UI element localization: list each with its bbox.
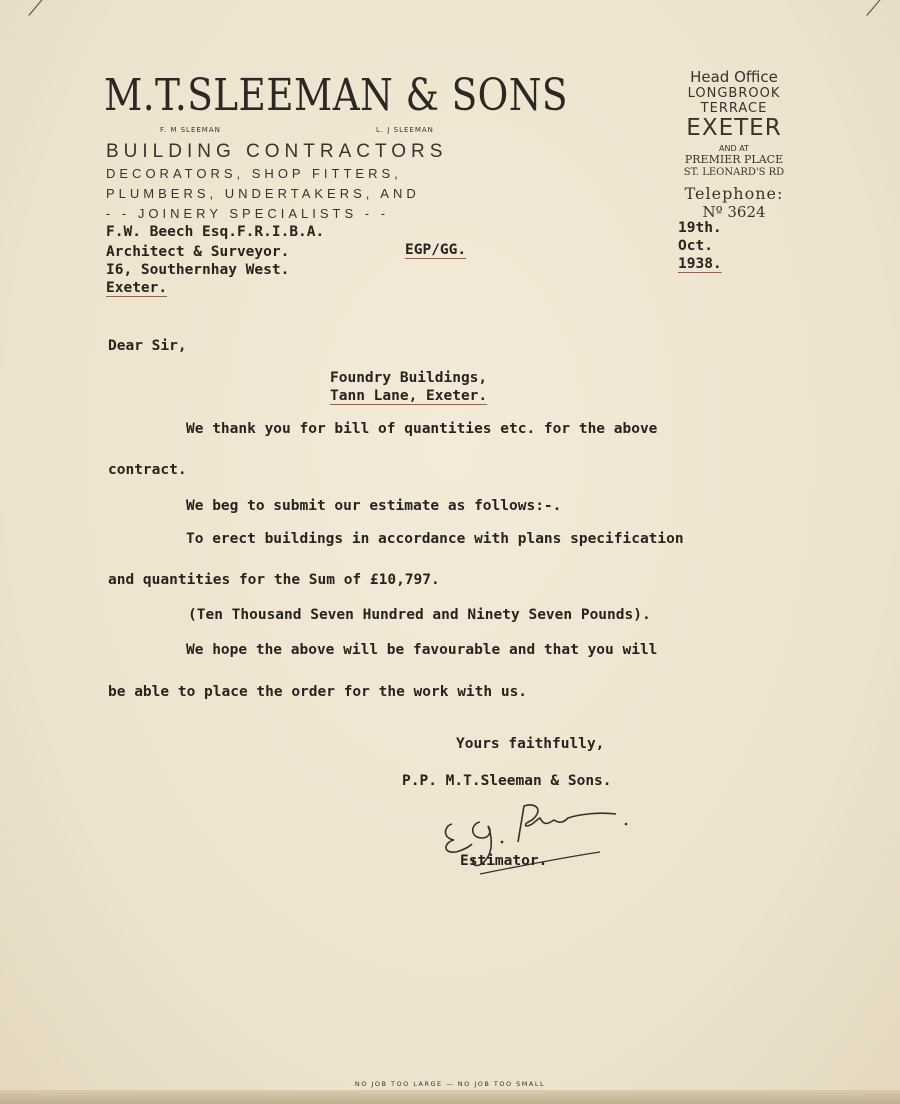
paragraph-1-line-1: We thank you for bill of quantities etc. for the above — [186, 421, 658, 437]
paper-bottom-edge — [0, 1090, 900, 1104]
paragraph-3-line-2: and quantities for the Sum of £10,797. — [108, 572, 440, 588]
paragraph-3-line-1: To erect buildings in accordance with plans specification — [186, 531, 684, 547]
subject-line-2: Tann Lane, Exeter. — [330, 388, 488, 404]
trade-line-2: DECORATORS, SHOP FITTERS, — [106, 166, 402, 181]
salutation: Dear Sir, — [108, 338, 187, 354]
trade-line-1: BUILDING CONTRACTORS — [106, 141, 448, 162]
pin-mark-right: ⟋ — [866, 0, 882, 21]
partner-left: F. M SLEEMAN — [160, 126, 221, 134]
office-street-1: LONGBROOK — [687, 86, 781, 101]
date-year: 1938. — [678, 256, 722, 272]
signatory: P.P. M.T.Sleeman & Sons. — [402, 773, 612, 789]
recipient-line-4: Exeter. — [106, 280, 168, 296]
recipient-line-3: I6, Southernhay West. — [106, 262, 290, 278]
office-and-at: AND AT — [719, 144, 749, 153]
company-name: M.T.SLEEMAN & SONS — [104, 70, 568, 121]
trade-line-4: - - JOINERY SPECIALISTS - - — [106, 206, 390, 221]
subject-line-1: Foundry Buildings, — [330, 370, 488, 386]
paragraph-4: (Ten Thousand Seven Hundred and Ninety Seven Pounds). — [188, 607, 651, 623]
reference-code: EGP/GG. — [405, 242, 467, 258]
office-city: EXETER — [686, 115, 782, 141]
branch-line-2: ST. LEONARD'S RD — [683, 167, 785, 178]
date-month: Oct. — [678, 238, 713, 254]
recipient-line-2: Architect & Surveyor. — [106, 244, 290, 260]
date-day: 19th. — [678, 220, 722, 236]
footer-slogan: NO JOB TOO LARGE — NO JOB TOO SMALL — [354, 1080, 546, 1088]
pin-mark-left: ⟋ — [28, 0, 44, 21]
valediction: Yours faithfully, — [456, 736, 605, 752]
paragraph-2: We beg to submit our estimate as follows:-. — [186, 498, 562, 514]
paragraph-5-line-2: be able to place the order for the work with us. — [108, 684, 528, 700]
signatory-title: Estimator. — [460, 853, 548, 869]
branch-line-1: PREMIER PLACE — [684, 153, 784, 166]
trade-line-3: PLUMBERS, UNDERTAKERS, AND — [106, 186, 420, 201]
recipient-line-1: F.W. Beech Esq.F.R.I.B.A. — [106, 224, 325, 240]
telephone-label: Telephone: — [684, 184, 784, 203]
partner-right: L. J SLEEMAN — [376, 126, 434, 134]
office-street-2: TERRACE — [700, 101, 768, 116]
head-office-label: Head Office — [690, 68, 778, 86]
paragraph-1-line-2: contract. — [108, 462, 187, 478]
paragraph-5-line-1: We hope the above will be favourable and that you will — [186, 642, 658, 658]
telephone-number: Nº 3624 — [702, 203, 766, 221]
